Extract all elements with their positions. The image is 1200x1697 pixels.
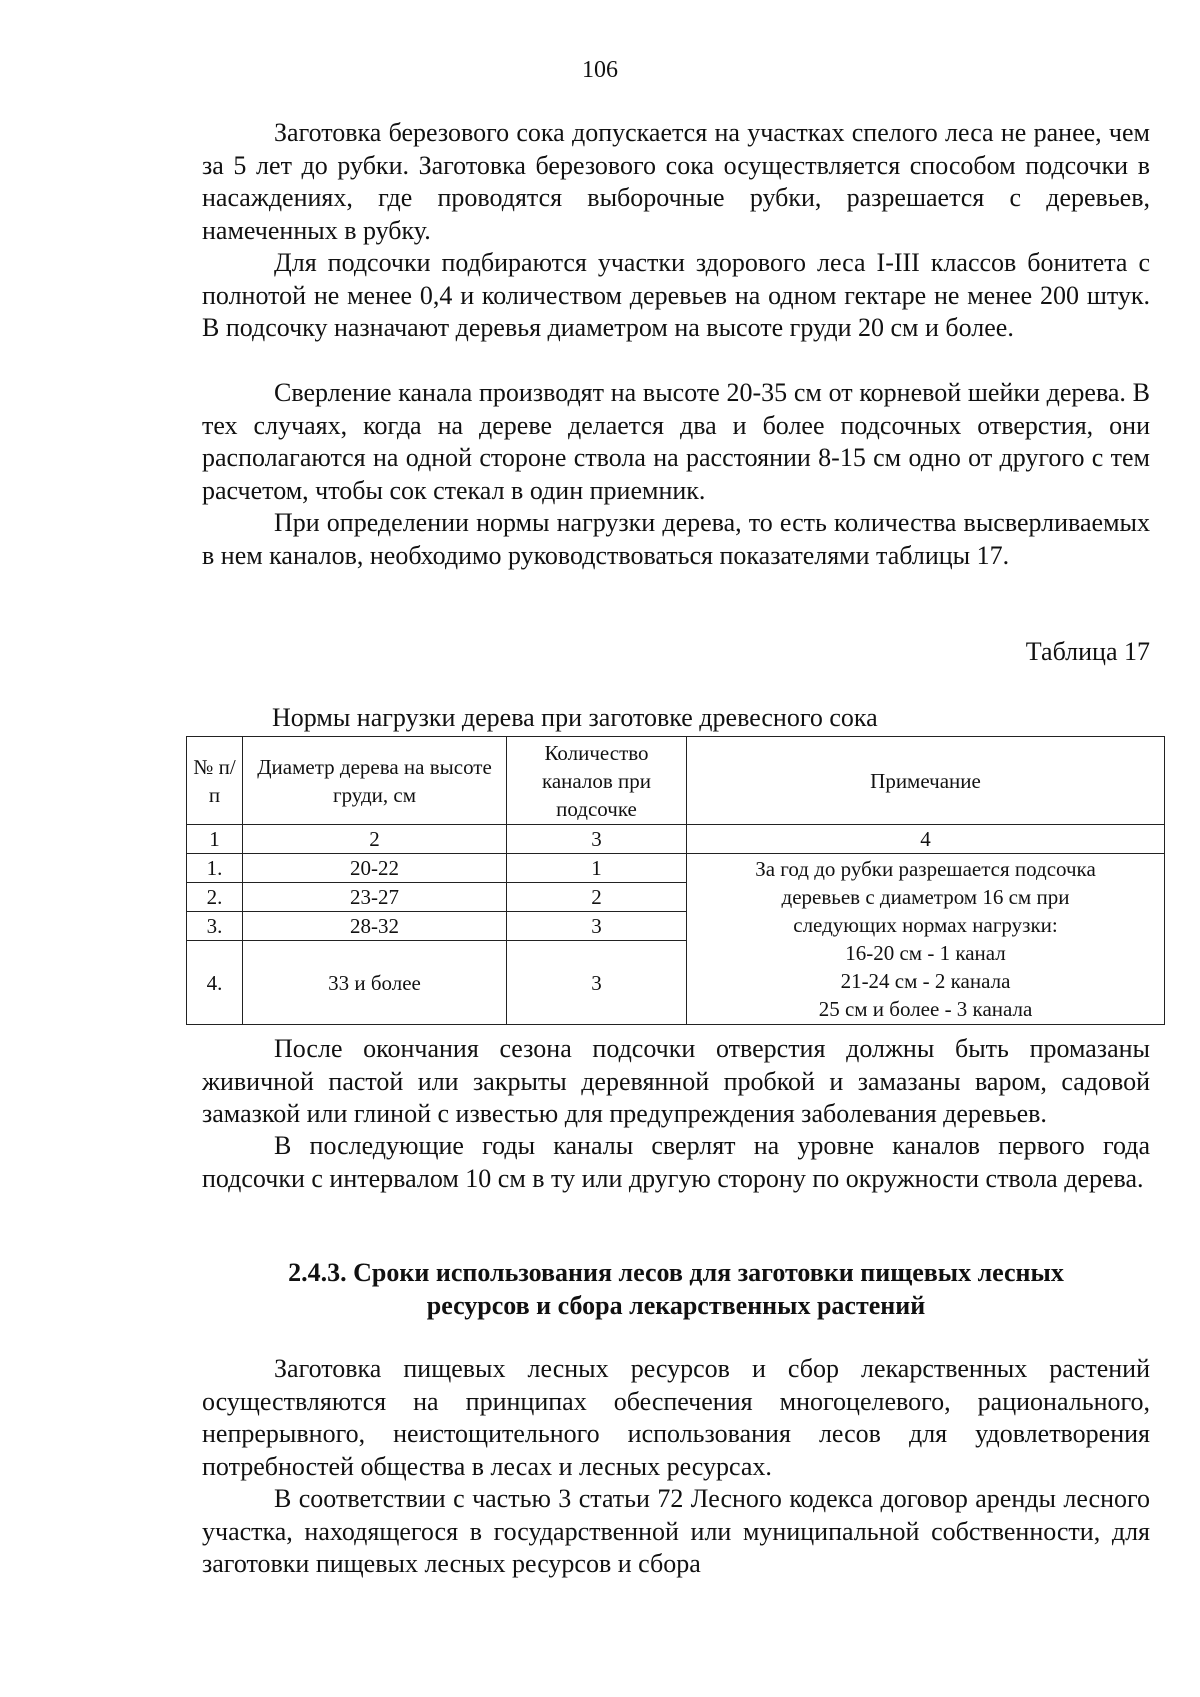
header-diameter: Диаметр дерева на высоте груди, см — [243, 737, 507, 825]
paragraph-food-resources: Заготовка пищевых лесных ресурсов и сбор лекарственных растений осуществляются на принципах обеспечения многоцелевого, рационального, непрерывного, неистощительного использования лесов для удовлетворения потребностей общества в лесах и лесных ресурсах. — [202, 1354, 1150, 1481]
table-row — [187, 854, 1165, 883]
note-line: 16-20 см - 1 канал — [845, 941, 1006, 965]
paragraph-after-season: После окончания сезона подсочки отверстия должны быть промазаны живичной пастой или закрыты деревянной пробкой и замазаны варом, садовой замазкой или глиной с известью для предупреждения заболевания деревьев. — [202, 1034, 1150, 1128]
note-line: 25 см и более - 3 канала — [818, 997, 1033, 1021]
column-number: 3 — [507, 825, 687, 854]
row-channels: 3 — [507, 912, 687, 941]
paragraph-following-years: В последующие годы каналы сверлят на уровне каналов первого года подсочки с интервалом 10 см в ту или другую сторону по окружности ствола дерева. — [202, 1131, 1150, 1193]
note-line: следующих нормах нагрузки: — [793, 913, 1058, 937]
paragraph-load-norms: При определении нормы нагрузки дерева, то есть количества высверливаемых в нем каналов, необходимо руководствоваться показателями таблицы 17. — [202, 508, 1150, 570]
table-header-row — [187, 737, 1165, 825]
note-line: 21-24 см - 2 канала — [840, 969, 1011, 993]
row-channels: 3 — [507, 941, 687, 1025]
section-heading — [202, 1256, 1150, 1322]
row-diameter: 33 и более — [243, 941, 507, 1025]
paragraph-forest-code: В соответствии с частью 3 статьи 72 Лесного кодекса договор аренды лесного участка, находящегося в государственной или муниципальной собственности, для заготовки пищевых лесных ресурсов и сбора — [202, 1484, 1150, 1578]
header-note: Примечание — [687, 737, 1165, 825]
column-number-row — [187, 825, 1165, 854]
section-heading-line: ресурсов и сбора лекарственных растений — [426, 1291, 926, 1320]
row-diameter: 23-27 — [243, 883, 507, 912]
column-number: 4 — [687, 825, 1165, 854]
paragraph-birch-sap: Заготовка березового сока допускается на участках спелого леса не ранее, чем за 5 лет до рубки. Заготовка березового сока осуществляется способом подсочки в насаждениях, где проводятся выборочные рубки, разрешается с деревьев, намеченных в рубку. — [202, 118, 1150, 245]
note-line: деревьев с диаметром 16 см при — [781, 885, 1070, 909]
row-num: 4. — [187, 941, 243, 1025]
page-number: 106 — [582, 57, 618, 83]
row-channels: 1 — [507, 854, 687, 883]
table-caption: Таблица 17 — [1025, 637, 1150, 666]
paragraph-site-selection: Для подсочки подбираются участки здорового леса I-III классов бонитета с полнотой не менее 0,4 и количеством деревьев на одном гектаре не менее 200 штук. В подсочку назначают деревья диаметром на высоте груди 20 см и более. — [202, 248, 1150, 342]
row-diameter: 20-22 — [243, 854, 507, 883]
column-number: 2 — [243, 825, 507, 854]
header-channels: Количество каналов при подсочке — [507, 737, 687, 825]
section-heading-line: 2.4.3. Сроки использования лесов для заготовки пищевых лесных — [288, 1258, 1064, 1287]
note-line: За год до рубки разрешается подсочка — [755, 857, 1096, 881]
note-cell — [687, 854, 1165, 1025]
norms-table — [186, 736, 1165, 1025]
table-title: Нормы нагрузки дерева при заготовке древесного сока — [272, 703, 878, 732]
row-num: 1. — [187, 854, 243, 883]
header-num: № п/п — [187, 737, 243, 825]
row-channels: 2 — [507, 883, 687, 912]
row-num: 2. — [187, 883, 243, 912]
paragraph-drilling: Сверление канала производят на высоте 20-35 см от корневой шейки дерева. В тех случаях, когда на дереве делается два и более подсочных отверстия, они располагаются на одной стороне ствола на расстоянии 8-15 см одно от другого с тем расчетом, чтобы сок стекал в один приемник. — [202, 378, 1150, 505]
row-num: 3. — [187, 912, 243, 941]
row-diameter: 28-32 — [243, 912, 507, 941]
column-number: 1 — [187, 825, 243, 854]
